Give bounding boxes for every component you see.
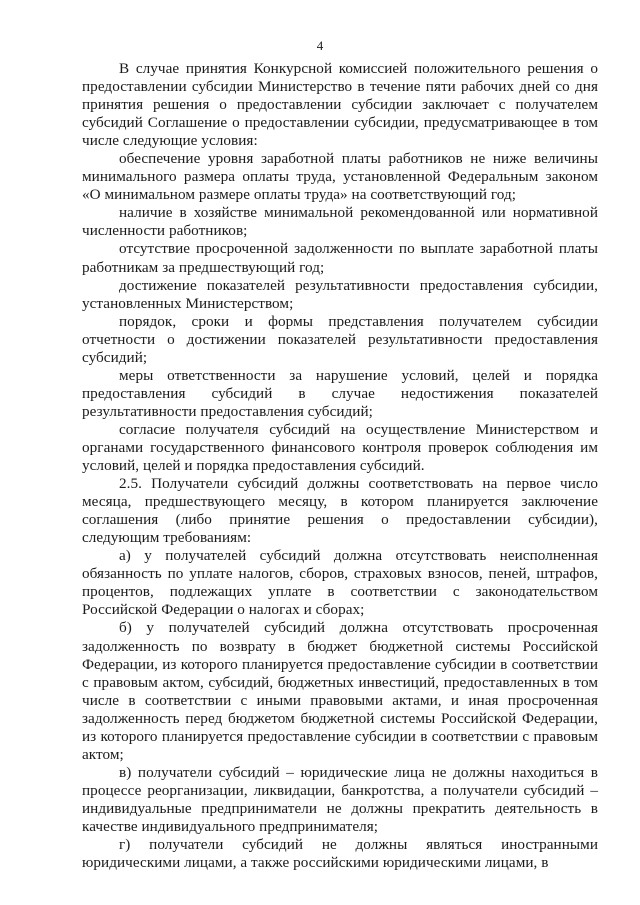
- paragraph-requirement-v: в) получатели субсидий – юридические лица не должны находиться в процессе реорганизации, ликвидации, банкротства, а получатели субсидий – индивидуальные предприниматели не должны прекратить деятельность в качестве индивидуального предпринимателя;: [82, 763, 598, 835]
- paragraph-condition-staff: наличие в хозяйстве минимальной рекомендованной или нормативной численности работников;: [82, 204, 598, 240]
- paragraph-requirement-g: г) получатели субсидий не должны являться иностранными юридическими лицами, а также российскими юридическими лицами, в: [82, 836, 598, 872]
- paragraph-section-2-5: 2.5. Получатели субсидий должны соответствовать на первое число месяца, предшествующего месяцу, в котором планируется заключение соглашения (либо принятие решения о предоставлении субсидии), следующим требованиям:: [82, 475, 598, 547]
- paragraph-requirement-b: б) у получателей субсидий должна отсутствовать просроченная задолженность по возврату в бюджет бюджетной системы Российской Федерации, из которого планируется предоставление субсидии в соответствии с правовым актом, субсидий, бюджетных инвестиций, предоставленных в том числе в соответствии с иными правовыми актами, и иная просроченная задолженность перед бюджетом бюджетной системы Российской Федерации, из которого планируется предоставление субсидии в соответствии с правовым актом;: [82, 619, 598, 763]
- paragraph-condition-wages: обеспечение уровня заработной платы работников не ниже величины минимального размера оплаты труда, установленной Федеральным законом «О минимальном размере оплаты труда» на соответствующий год;: [82, 150, 598, 204]
- paragraph-condition-indicators: достижение показателей результативности предоставления субсидии, установленных Министерством;: [82, 276, 598, 312]
- paragraph-condition-liability: меры ответственности за нарушение условий, целей и порядка предоставления субсидий в случае недостижения показателей результативности предоставления субсидий;: [82, 366, 598, 420]
- page-number: 4: [316, 38, 324, 53]
- paragraph-condition-no-wage-arrears: отсутствие просроченной задолженности по выплате заработной платы работникам за предшествующий год;: [82, 240, 598, 276]
- paragraph-agreement-intro: В случае принятия Конкурсной комиссией положительного решения о предоставлении субсидии Министерство в течение пяти рабочих дней со дня принятия решения о предоставлении субсидии заключает с получателем субсидий Соглашение о предоставлении субсидии, предусматривающее в том числе следующие условия:: [82, 60, 598, 150]
- paragraph-requirement-a: а) у получателей субсидий должна отсутствовать неисполненная обязанность по уплате налогов, сборов, страховых взносов, пеней, штрафов, процентов, подлежащих уплате в соответствии с законодательством Российской Федерации о налогах и сборах;: [82, 547, 598, 619]
- paragraph-condition-reporting: порядок, сроки и формы представления получателем субсидии отчетности о достижении показателей результативности предоставления субсидий;: [82, 312, 598, 366]
- document-body: [82, 60, 598, 872]
- paragraph-condition-consent: согласие получателя субсидий на осуществление Министерством и органами государственного финансового контроля проверок соблюдения им условий, целей и порядка предоставления субсидий.: [82, 420, 598, 475]
